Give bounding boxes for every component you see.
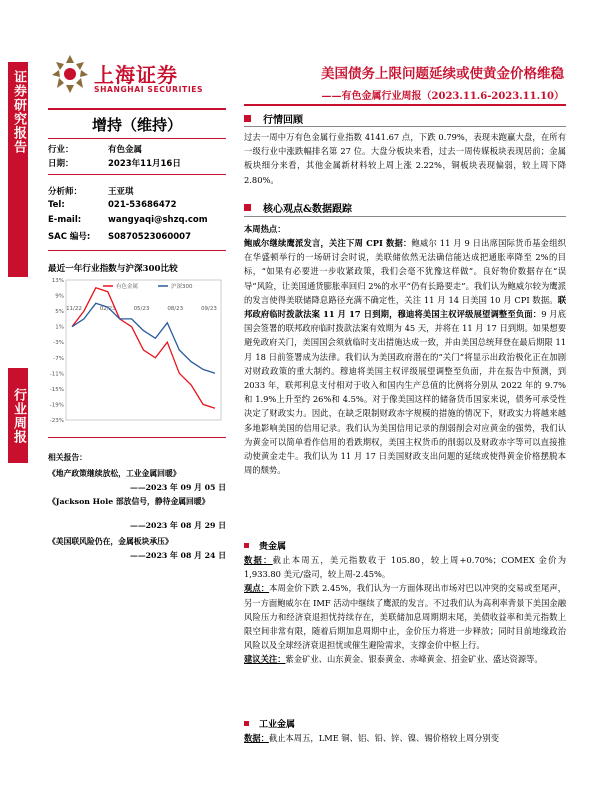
email-value[interactable]: wangyaqi@shzq.com bbox=[108, 215, 208, 225]
rating-top-divider bbox=[48, 108, 226, 110]
x-tick-label: 11/22 bbox=[66, 306, 82, 312]
email-row bbox=[48, 215, 208, 225]
core-text-2: 9 月底国会签署的联邦政府临时拨款法案有效期为 45 天，并将在 11 月 17 日到期。如果想要避免政府关门，美国国会须就临时支出措施达成一致，并由美国总统拜登在最后期限 11 月 18 日前签署成为法律。我们认为美国政府潜在的“关门”将显示出政治极化正在加剧对财政政策的重大制约。穆迪将美国主权评级展望调整至负面，并在报告中预测，到 2033 年，联邦利息支付相对于收入和国内生产总值的比例将分别从 2022 年的 9.7%和 1.9%上升至约 26%和 4.5%。对于像美国这样的储备货币国家来说，债务可承受性决定了财政实力。因此，在缺乏限制财政赤字规模的措施的情况下，财政实力将越来越多地影响美国的信用记录。我们认为美国信用记录的削弱削会对应黄金的强势，我们认为黄金可以简单看作信用的看跌期权，美国主权货币的削弱以及财政赤字等可以直接推动使黄金走牛。我们认为 11 月 17 日美国财政支出问题的延续或使得黄金价格摆脱本周的颓势。 bbox=[244, 309, 567, 476]
date-label: 日期： bbox=[48, 159, 74, 169]
industrial-paragraph bbox=[244, 731, 566, 745]
y-tick-label: -15% bbox=[49, 386, 64, 393]
related-report-date: ——2023 年 09 月 05 日 bbox=[130, 483, 226, 492]
email-label: E-mail: bbox=[48, 215, 82, 225]
y-tick-label: -7% bbox=[53, 355, 64, 362]
tel-value: 021-53686472 bbox=[108, 200, 177, 210]
core-divider bbox=[244, 216, 566, 217]
core-paragraph bbox=[244, 236, 566, 477]
y-tick-label: -23% bbox=[49, 418, 64, 424]
precious-view-label: 观点： bbox=[244, 583, 270, 594]
x-tick-label: 08/23 bbox=[167, 306, 184, 312]
precious-paragraph bbox=[244, 553, 566, 667]
analyst-label: 分析师： bbox=[48, 187, 83, 197]
sidebar bbox=[0, 0, 36, 800]
sidebar-section-bar bbox=[8, 368, 28, 463]
related-report-date: ——2023 年 08 月 29 日 bbox=[130, 521, 226, 530]
tel-row bbox=[48, 200, 177, 210]
x-tick-label: 09/23 bbox=[201, 306, 217, 312]
sac-value: S0870523060007 bbox=[108, 232, 192, 242]
date-row bbox=[48, 157, 181, 169]
sidebar-report-type-label: 证券研究报告 bbox=[11, 70, 26, 154]
core-lead-2: 联邦政府临时拨款法案 11 月 17 日到期，穆迪将美国主权评级展望调整至负面： bbox=[244, 294, 566, 320]
core-lead: 鲍威尔继续鹰派发言，关注下周 CPI 数据： bbox=[244, 238, 412, 248]
brand-emblem-icon bbox=[50, 53, 90, 95]
precious-view: 本周金价下跌 2.45%，我们认为一方面体现出市场对巴以冲突的交易或至尾声，另一方面鲍威尔在 IMF 活动中继续了鹰派的发言。不过我们认为高利率背景下美国金融风险压力和经济衰退担忧持续存在，美联储加息周期期末尾，美债收益率和美元指数上限空间非常有限，随着后期加息周期中止，金价压力将进一步释放；同时目前地缘政治风险以及全球经济衰退担忧或催生避险需求，支撑金价中枢上行。 bbox=[244, 583, 566, 651]
analyst-value: 王亚琪 bbox=[108, 187, 134, 197]
chart-bottom-divider bbox=[48, 437, 226, 438]
tel-label: Tel: bbox=[48, 200, 65, 210]
x-tick-label: 05/23 bbox=[133, 306, 150, 312]
chart-top-divider bbox=[48, 250, 226, 251]
meta-divider bbox=[48, 174, 226, 175]
report-title: 美国债务上限问题延续或使黄金价格维稳 bbox=[321, 66, 564, 82]
related-reports-label: 相关报告： bbox=[48, 453, 87, 462]
industry-row bbox=[48, 143, 142, 155]
date-value: 2023年11月16日 bbox=[108, 159, 181, 169]
legend-label: 沪深300 bbox=[171, 284, 193, 290]
report-subtitle: ——有色金属行业周报（2023.11.6-2023.11.10） bbox=[321, 91, 564, 102]
sac-label: SAC 编号: bbox=[48, 232, 91, 242]
industry-index-chart bbox=[48, 276, 226, 431]
precious-data: 截止本周五，美元指数收于 105.80，较上周+0.70%；COMEX 金价为 1,933.80 美元/盎司，较上周-2.45%。 bbox=[244, 555, 566, 580]
analyst-row bbox=[48, 185, 134, 197]
rating: 增持（维持） bbox=[91, 116, 182, 134]
core-text-1: 鲍威尔 11 月 9 日出席国际货币基金组织在华盛顿举行的一场研讨会时说，美联储依然无法确信能达成把通胀率降至 2%的目标，“如果有必要进一步收紧政策，我们会毫不犹豫这样做”。良好物价数据存在“误导”风险，让美国通货膨胀率回归 2%的水平“仍有长路要走”。我们认为鲍威尔较为鹰派的发言使得美联储降息路径充满不确定性，关注 11 月 14 日美国 10 月 CPI 数据。 bbox=[244, 238, 566, 305]
review-heading: 行情回顾 bbox=[244, 111, 303, 126]
y-tick-label: -11% bbox=[49, 371, 64, 378]
related-report-title[interactable]: 《Jackson Hole 部放信号，静待金属回暖》 bbox=[48, 497, 210, 506]
brand-logo bbox=[48, 53, 228, 97]
precious-focus: 紫金矿业、山东黄金、银泰黄金、赤峰黄金、招金矿业、盛达资源等。 bbox=[285, 654, 543, 665]
industrial-data: 截止本周五，LME 铜、铝、铅、锌、镍、锡价格较上周分别变 bbox=[268, 733, 500, 743]
sidebar-report-type-bar bbox=[8, 62, 28, 277]
industrial-heading: 工业金属 bbox=[244, 717, 295, 730]
core-heading: 核心观点&数据跟踪 bbox=[244, 200, 352, 215]
review-divider bbox=[244, 126, 566, 127]
subsection-marker-icon bbox=[244, 543, 249, 548]
brand-name-cn: 上海证券 bbox=[94, 63, 178, 87]
brand-name-en: SHANGHAI SECURITIES bbox=[94, 85, 204, 94]
section-marker-icon bbox=[244, 115, 251, 122]
y-tick-label: 13% bbox=[51, 278, 64, 284]
x-tick-label: 02/23 bbox=[99, 306, 116, 312]
industry-label: 行业： bbox=[48, 145, 74, 155]
y-tick-label: -3% bbox=[53, 340, 64, 347]
related-report-date: ——2023 年 08 月 24 日 bbox=[130, 551, 226, 560]
y-tick-label: 1% bbox=[55, 324, 64, 331]
related-report-title[interactable]: 《地产政策继续放松，工业金属回暖》 bbox=[48, 469, 181, 478]
subsection-marker-icon bbox=[244, 721, 249, 726]
precious-data-label: 数据： bbox=[244, 555, 273, 565]
header-divider bbox=[244, 104, 566, 106]
series-line-csi300 bbox=[72, 303, 215, 373]
industrial-data-label: 数据： bbox=[244, 733, 269, 743]
industry-value: 有色金属 bbox=[108, 145, 143, 155]
section-marker-icon bbox=[244, 204, 251, 211]
week-focus-label: 本周热点： bbox=[244, 224, 286, 234]
sidebar-section-label: 行业周报 bbox=[11, 388, 26, 444]
review-paragraph: 过去一周中万有色金属行业指数 4141.67 点，下跌 0.79%，表现未跑赢大盘，在所有一级行业中涨跌幅排名第 27 位。大盘分板块来看，过去一周传媒板块表现居前；金属板块细分来看，其他金属新材料较上周上涨 2.22%，铜板块表现偏弱，较上周下降 2.80%。 bbox=[244, 132, 566, 185]
y-tick-label: 5% bbox=[55, 309, 64, 316]
y-tick-label: 9% bbox=[55, 293, 64, 300]
precious-heading: 贵金属 bbox=[244, 539, 286, 552]
precious-focus-label: 建议关注： bbox=[244, 654, 286, 665]
legend-label: 有色金属 bbox=[116, 284, 139, 290]
related-report-title[interactable]: 《美国联风险仍在，金属板块承压》 bbox=[48, 537, 173, 546]
y-tick-label: -19% bbox=[49, 402, 64, 409]
chart-title: 最近一年行业指数与沪深300比较 bbox=[48, 264, 178, 274]
rating-bottom-divider bbox=[48, 138, 226, 139]
sac-row bbox=[48, 230, 191, 242]
